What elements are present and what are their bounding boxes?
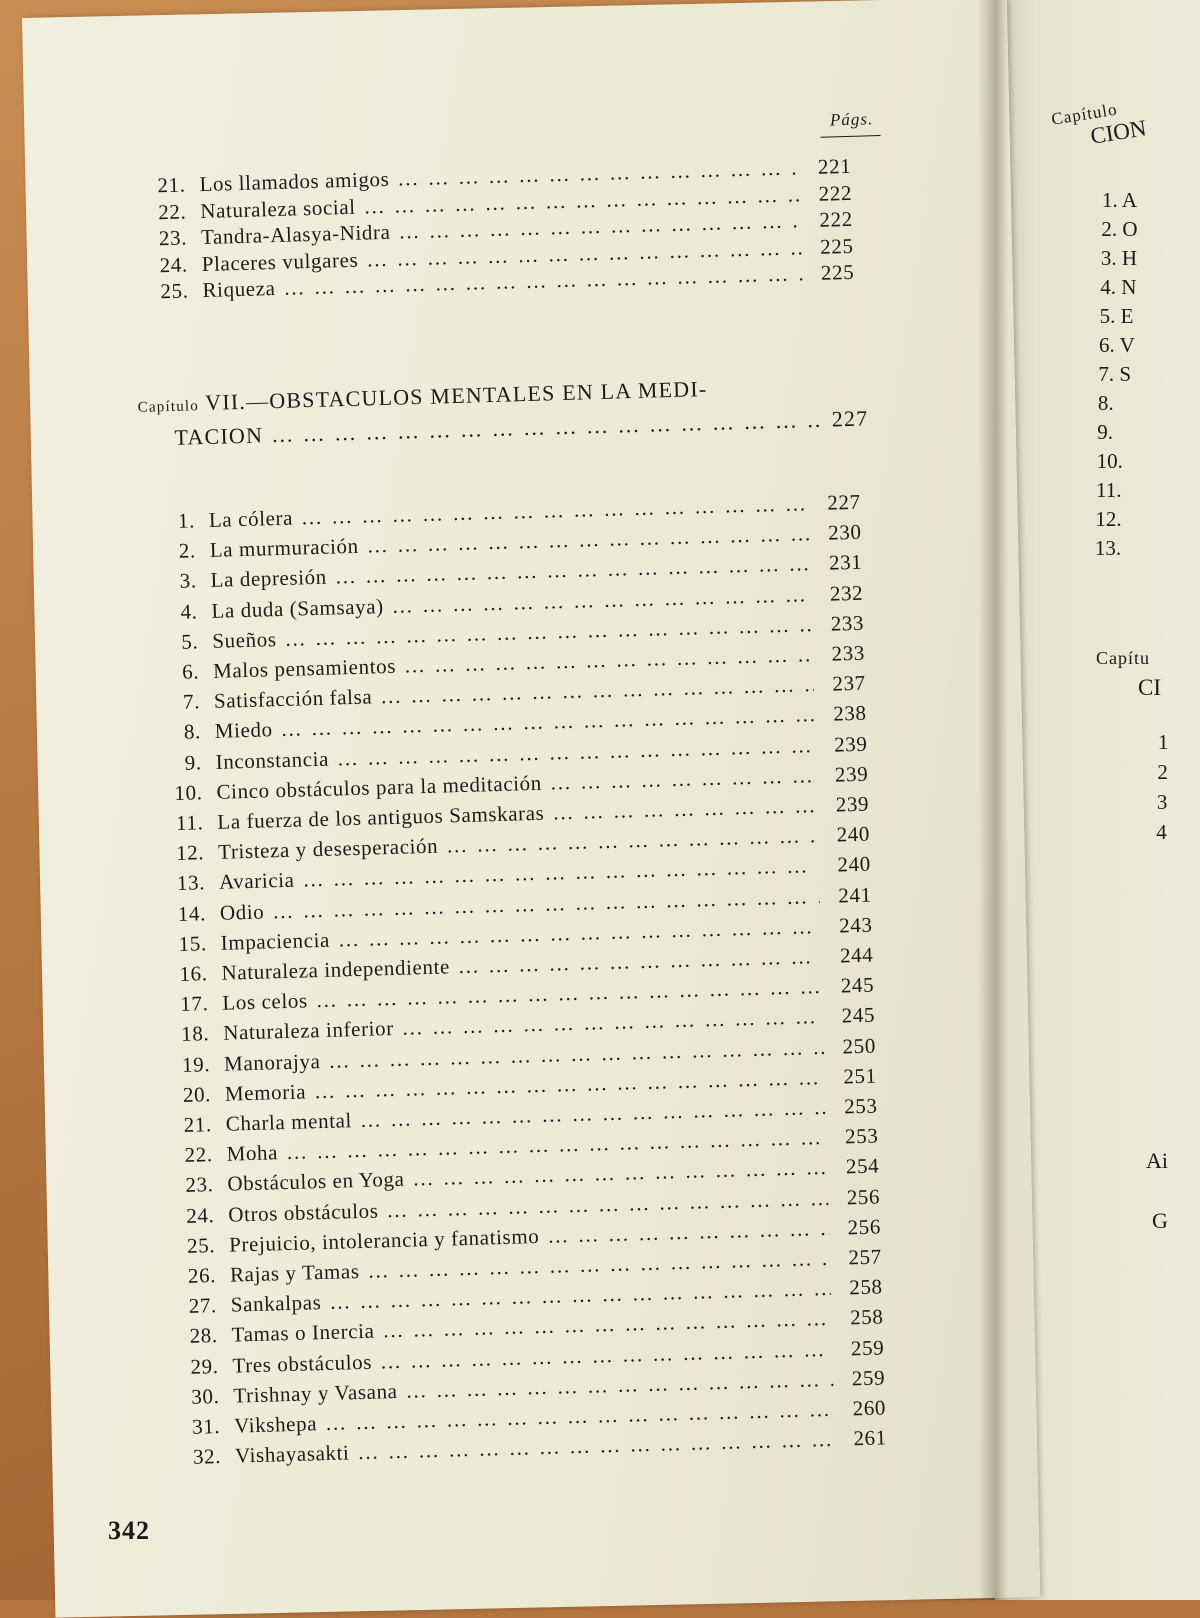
entry-number: 17.	[180, 991, 209, 1017]
right-list-item: 12.	[1095, 507, 1122, 531]
entry-title: Charla mental	[225, 1108, 353, 1136]
entry-number: 20.	[182, 1081, 212, 1107]
entry-page: 239	[834, 761, 869, 787]
entry-page: 222	[818, 180, 853, 206]
entry-title: Prejuicio, intolerancia y fanatismo	[228, 1223, 540, 1257]
chapter-title-line2: TACION	[174, 422, 264, 450]
entry-title: Moha	[226, 1140, 279, 1166]
entry-title: Inconstancia	[215, 746, 330, 774]
entry-number: 22.	[184, 1142, 213, 1168]
right-list-item: 7. S	[1098, 362, 1132, 386]
entry-title: Tres obstáculos	[232, 1349, 373, 1378]
entry-number: 27.	[188, 1293, 218, 1318]
entry-page: 250	[842, 1033, 877, 1059]
entry-title: Obstáculos en Yoga	[227, 1167, 405, 1197]
entry-number: 12.	[175, 840, 205, 866]
entry-page: 244	[839, 942, 874, 968]
entry-number: 2.	[178, 538, 197, 563]
entry-title: Miedo	[214, 717, 273, 744]
entry-page: 259	[850, 1335, 885, 1360]
entry-number: 15.	[178, 930, 208, 956]
entry-number: 22.	[157, 198, 187, 224]
entry-number: 28.	[189, 1323, 219, 1349]
entry-page: 231	[828, 550, 863, 576]
entry-page: 254	[845, 1153, 880, 1179]
entry-page: 233	[831, 640, 866, 666]
right-chapter2-title: CI	[1138, 675, 1161, 700]
entry-number: 6.	[181, 659, 200, 684]
entry-page: 239	[835, 791, 870, 817]
entry-number: 21.	[183, 1112, 213, 1137]
book-gutter	[978, 0, 1008, 1600]
right-chapter2-prefix: Capítu	[1096, 648, 1150, 668]
entry-title: Los llamados amigos	[199, 166, 390, 197]
pags-label: Págs.	[829, 109, 874, 130]
right-list-item: 9.	[1097, 420, 1113, 444]
entry-title: La murmuración	[209, 533, 359, 563]
entry-number: 10.	[174, 780, 203, 805]
right-list-item: 2. O	[1101, 217, 1138, 241]
entry-page: 239	[833, 731, 868, 757]
entry-number: 5.	[181, 629, 199, 654]
entry-number: 31.	[191, 1413, 221, 1439]
right-list-item: 6. V	[1099, 333, 1135, 357]
entry-title: Riqueza	[202, 276, 276, 303]
entry-page: 222	[819, 206, 854, 232]
entry-number: 32.	[192, 1444, 222, 1469]
right-list-item: 3. H	[1100, 246, 1137, 270]
entry-page: 240	[836, 821, 871, 847]
entry-number: 18.	[180, 1021, 210, 1047]
entry-page: 245	[840, 972, 875, 998]
entry-page: 241	[837, 882, 872, 908]
entry-title: Cinco obstáculos para la meditación	[216, 770, 543, 804]
entry-page: 259	[851, 1365, 886, 1391]
entry-title: Malos pensamientos	[212, 653, 397, 683]
entry-title: Satisfacción falsa	[213, 684, 373, 714]
entry-page: 253	[844, 1123, 879, 1149]
right-list-item: 1. A	[1102, 188, 1138, 212]
entry-title: Memoria	[224, 1079, 307, 1106]
entry-page: 256	[846, 1184, 881, 1209]
entry-page: 257	[848, 1244, 883, 1270]
entry-number: 23.	[185, 1172, 214, 1198]
entry-page: 245	[841, 1002, 876, 1028]
entry-page: 258	[848, 1274, 883, 1300]
right-list-item: 13.	[1094, 536, 1122, 560]
entry-title: Rajas y Tamas	[229, 1259, 360, 1287]
entry-page: 233	[830, 610, 865, 636]
entry-page: 221	[817, 153, 852, 179]
right-list-item: 4. N	[1100, 275, 1137, 299]
entry-number: 3.	[179, 568, 197, 594]
entry-title: Odio	[219, 899, 265, 925]
chapter-title-line1: VII.—OBSTACULOS MENTALES EN LA MEDI-	[204, 375, 708, 416]
entry-title: Naturaleza social	[199, 194, 356, 223]
entry-title: Tandra-Alasya-Nidra	[200, 219, 391, 250]
entry-page: 261	[853, 1425, 888, 1451]
entry-number: 13.	[176, 870, 206, 896]
right-list-item: 1	[1158, 730, 1169, 754]
entry-title: Naturaleza independiente	[221, 954, 451, 985]
right-list-item: 2	[1157, 760, 1168, 784]
entry-number: 19.	[181, 1051, 211, 1077]
page-number: 342	[108, 1516, 150, 1545]
entry-number: 7.	[182, 689, 201, 714]
chapter-page: 227	[831, 405, 869, 432]
right-list-item: 5. E	[1099, 304, 1134, 328]
entry-number: 25.	[160, 278, 189, 304]
right-list-item: 11.	[1096, 478, 1122, 502]
entry-title: Manorajya	[223, 1048, 321, 1076]
entry-number: 26.	[187, 1263, 217, 1288]
entry-title: Placeres vulgares	[201, 247, 359, 276]
entry-title: Otros obstáculos	[227, 1198, 379, 1227]
entry-title: Impaciencia	[220, 927, 331, 955]
entry-title: Tamas o Inercia	[231, 1319, 375, 1348]
entry-title: Sankalpas	[230, 1290, 322, 1317]
entry-page: 258	[849, 1304, 884, 1330]
entry-page: 251	[843, 1063, 878, 1089]
entry-page: 232	[829, 580, 864, 606]
entry-number: 8.	[183, 719, 202, 745]
entry-number: 29.	[190, 1353, 219, 1379]
right-chapter-title: CION	[1088, 115, 1149, 149]
right-tail-item: Ai	[1146, 1148, 1168, 1173]
right-list-item: 3	[1156, 790, 1168, 814]
entry-number: 14.	[177, 900, 207, 926]
right-chapter-prefix: Capítulo	[1050, 99, 1119, 129]
entry-page: 237	[832, 670, 867, 696]
entry-page: 260	[852, 1395, 887, 1421]
entry-title: Sueños	[211, 626, 277, 653]
entry-page: 238	[832, 701, 867, 726]
entry-page: 256	[847, 1214, 882, 1240]
entry-title: Los celos	[222, 988, 309, 1015]
entry-page: 243	[838, 912, 873, 938]
entry-title: La depresión	[210, 565, 328, 593]
entry-title: Trishnay y Vasana	[233, 1378, 398, 1408]
entry-title: Tristeza y desesperación	[217, 833, 439, 865]
entry-number: 25.	[186, 1232, 216, 1258]
entry-page: 240	[837, 851, 872, 877]
entry-page: 253	[843, 1093, 878, 1119]
entry-title: Naturaleza inferior	[222, 1016, 395, 1046]
entry-title: La fuerza de los antiguos Samskaras	[217, 800, 545, 834]
chapter-prefix: Capítulo	[137, 398, 200, 416]
entry-number: 30.	[190, 1383, 220, 1409]
right-list-item: 10.	[1096, 449, 1123, 473]
entry-page: 225	[820, 259, 855, 285]
entry-number: 21.	[157, 172, 186, 198]
entry-page: 230	[827, 519, 862, 545]
right-list-item: 8.	[1097, 391, 1114, 415]
entry-number: 11.	[175, 810, 204, 835]
entry-number: 4.	[180, 598, 198, 624]
entry-number: 24.	[159, 251, 189, 277]
entry-number: 16.	[179, 961, 208, 986]
entry-title: La cólera	[208, 505, 294, 532]
entry-number: 1.	[177, 508, 196, 533]
entry-title: Vikshepa	[233, 1411, 318, 1438]
right-list-item: 4	[1156, 820, 1167, 844]
right-page-chapter-heading-2	[1096, 648, 1161, 701]
entry-page: 227	[827, 489, 861, 515]
entry-title: Avaricia	[218, 868, 295, 895]
entry-page: 225	[819, 233, 854, 259]
entry-title: La duda (Samsaya)	[211, 593, 385, 623]
right-tail-item: G	[1152, 1208, 1168, 1233]
entry-number: 24.	[185, 1202, 215, 1228]
entry-number: 9.	[184, 749, 203, 775]
entry-title: Vishayasakti	[234, 1440, 350, 1468]
entry-number: 23.	[158, 225, 188, 251]
